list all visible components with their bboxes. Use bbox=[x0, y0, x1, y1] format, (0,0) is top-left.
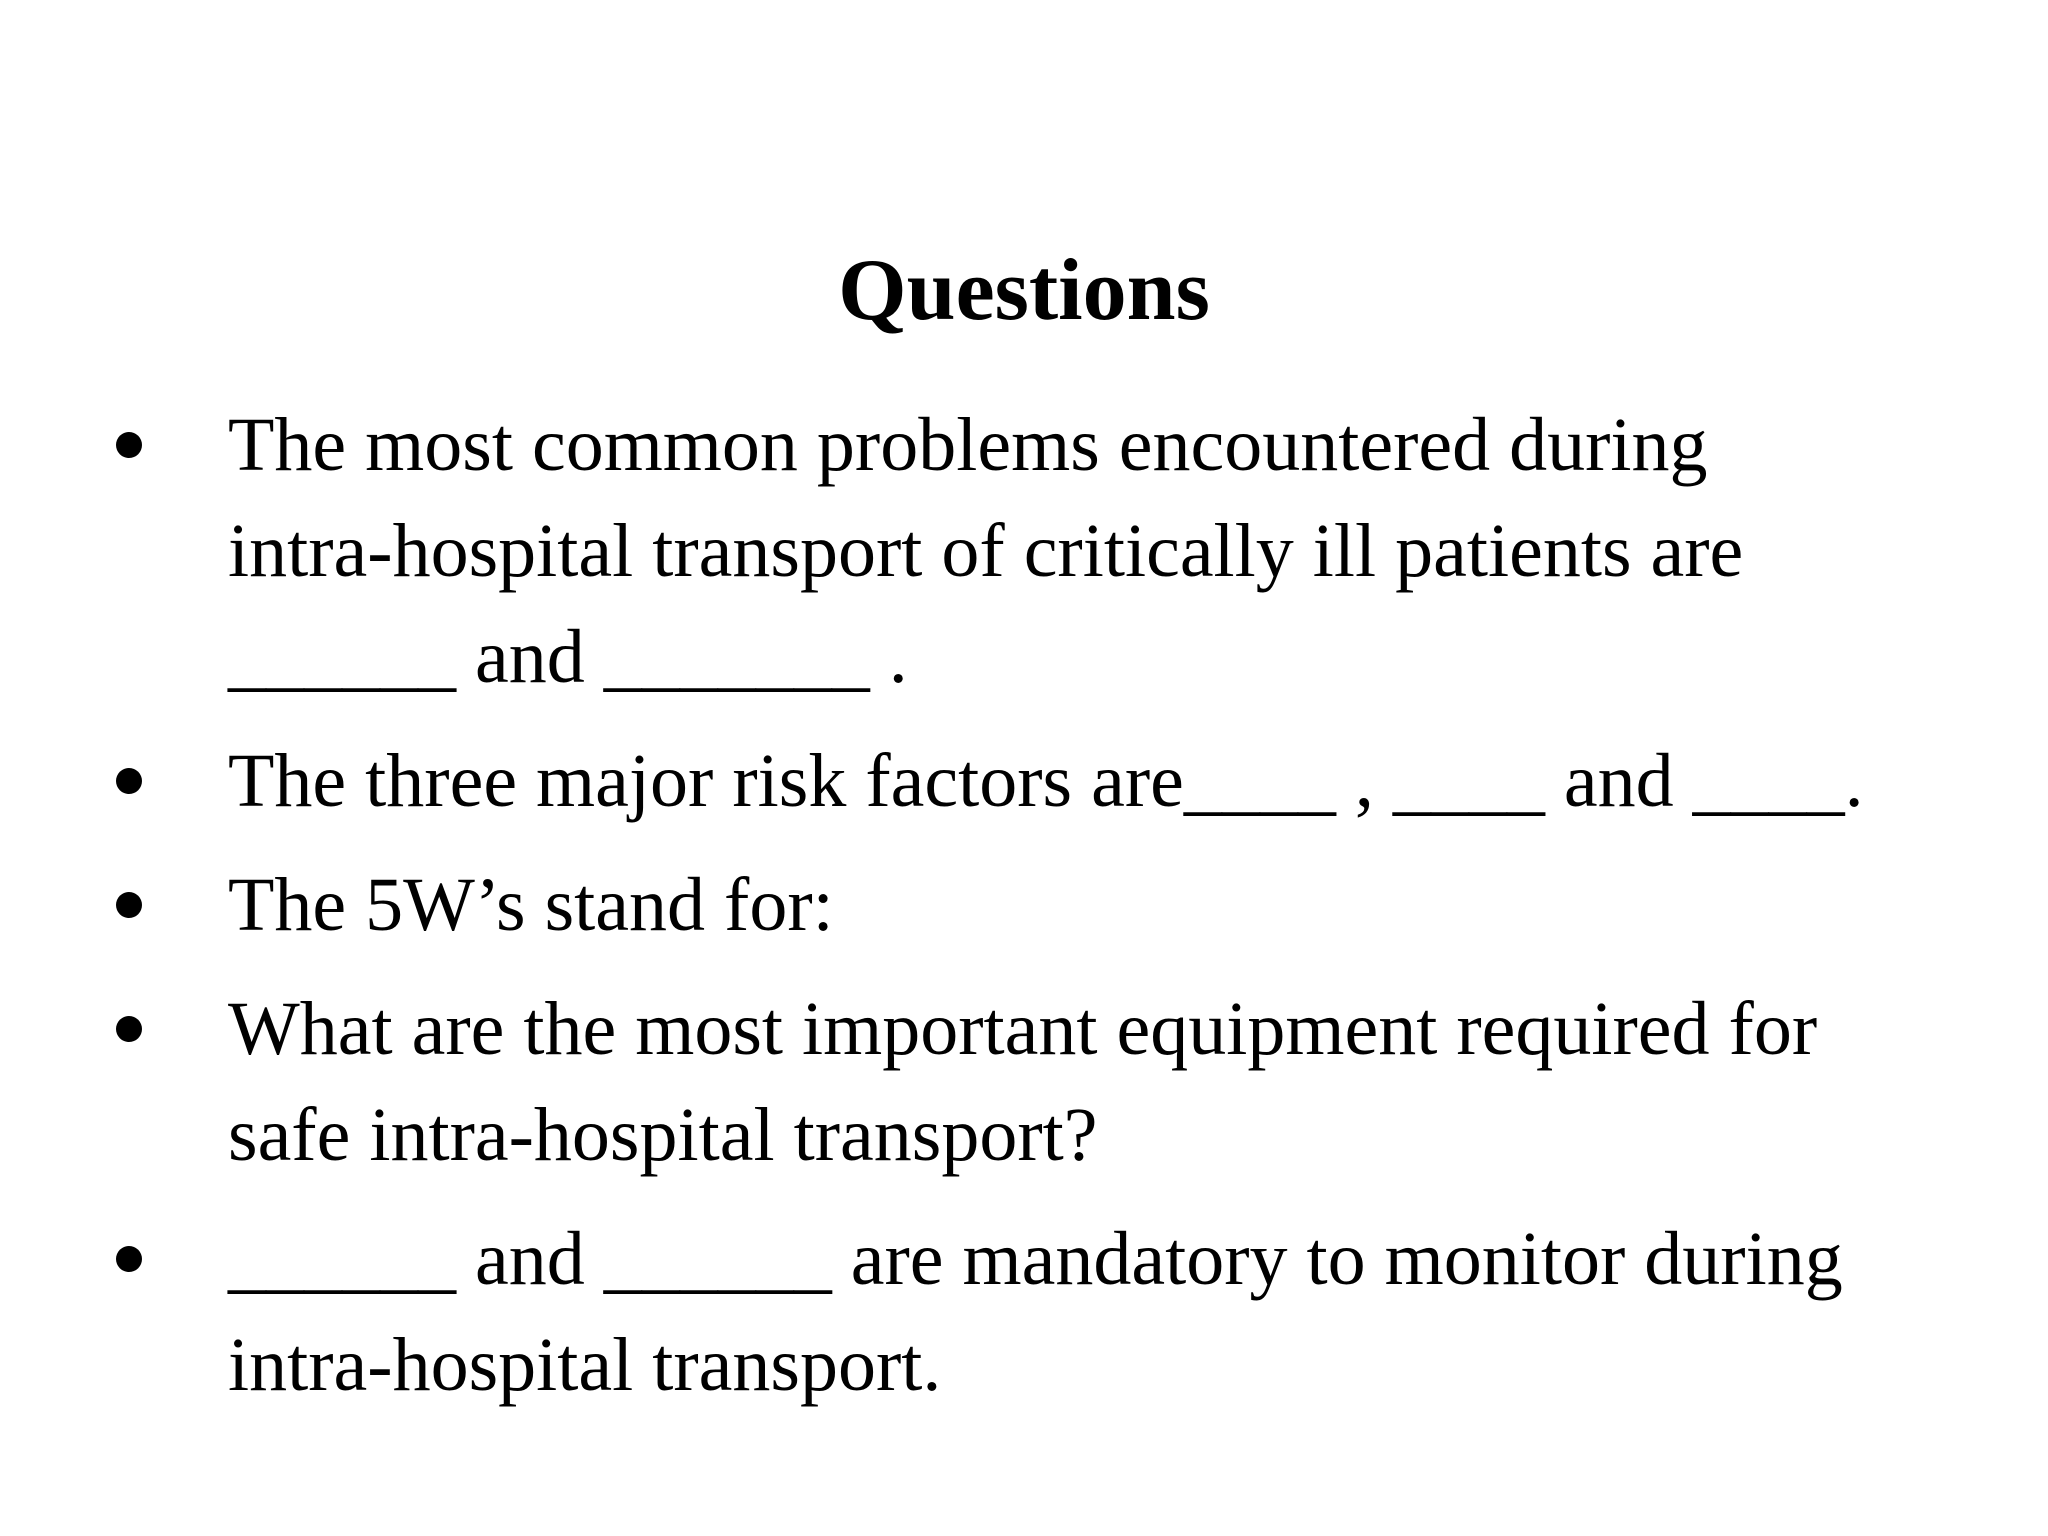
question-item-3 bbox=[110, 852, 2010, 958]
bullet-icon bbox=[116, 432, 142, 458]
question-item-5 bbox=[110, 1206, 2010, 1418]
question-item-1 bbox=[110, 392, 2010, 710]
question-item-4 bbox=[110, 976, 2010, 1188]
question-line: The 5W’s stand for: bbox=[228, 863, 834, 947]
question-line: ______ and _______ . bbox=[228, 615, 908, 699]
slide-title: Questions bbox=[838, 242, 1210, 339]
question-line: intra-hospital transport of critically ill patients are bbox=[228, 509, 1744, 593]
bullet-icon bbox=[116, 1016, 142, 1042]
question-line: safe intra-hospital transport? bbox=[228, 1093, 1098, 1177]
question-line: The three major risk factors are____ , ____ and ____. bbox=[228, 739, 1864, 823]
question-item-2 bbox=[110, 728, 2010, 834]
question-line: intra-hospital transport. bbox=[228, 1323, 942, 1407]
question-line: The most common problems encountered during bbox=[228, 403, 1708, 487]
bullet-icon bbox=[116, 1246, 142, 1272]
bullet-icon bbox=[116, 768, 142, 794]
question-line: ______ and ______ are mandatory to monitor during bbox=[228, 1217, 1843, 1301]
bullet-icon bbox=[116, 892, 142, 918]
question-line: What are the most important equipment required for bbox=[228, 987, 1818, 1071]
question-list bbox=[110, 392, 2010, 1418]
